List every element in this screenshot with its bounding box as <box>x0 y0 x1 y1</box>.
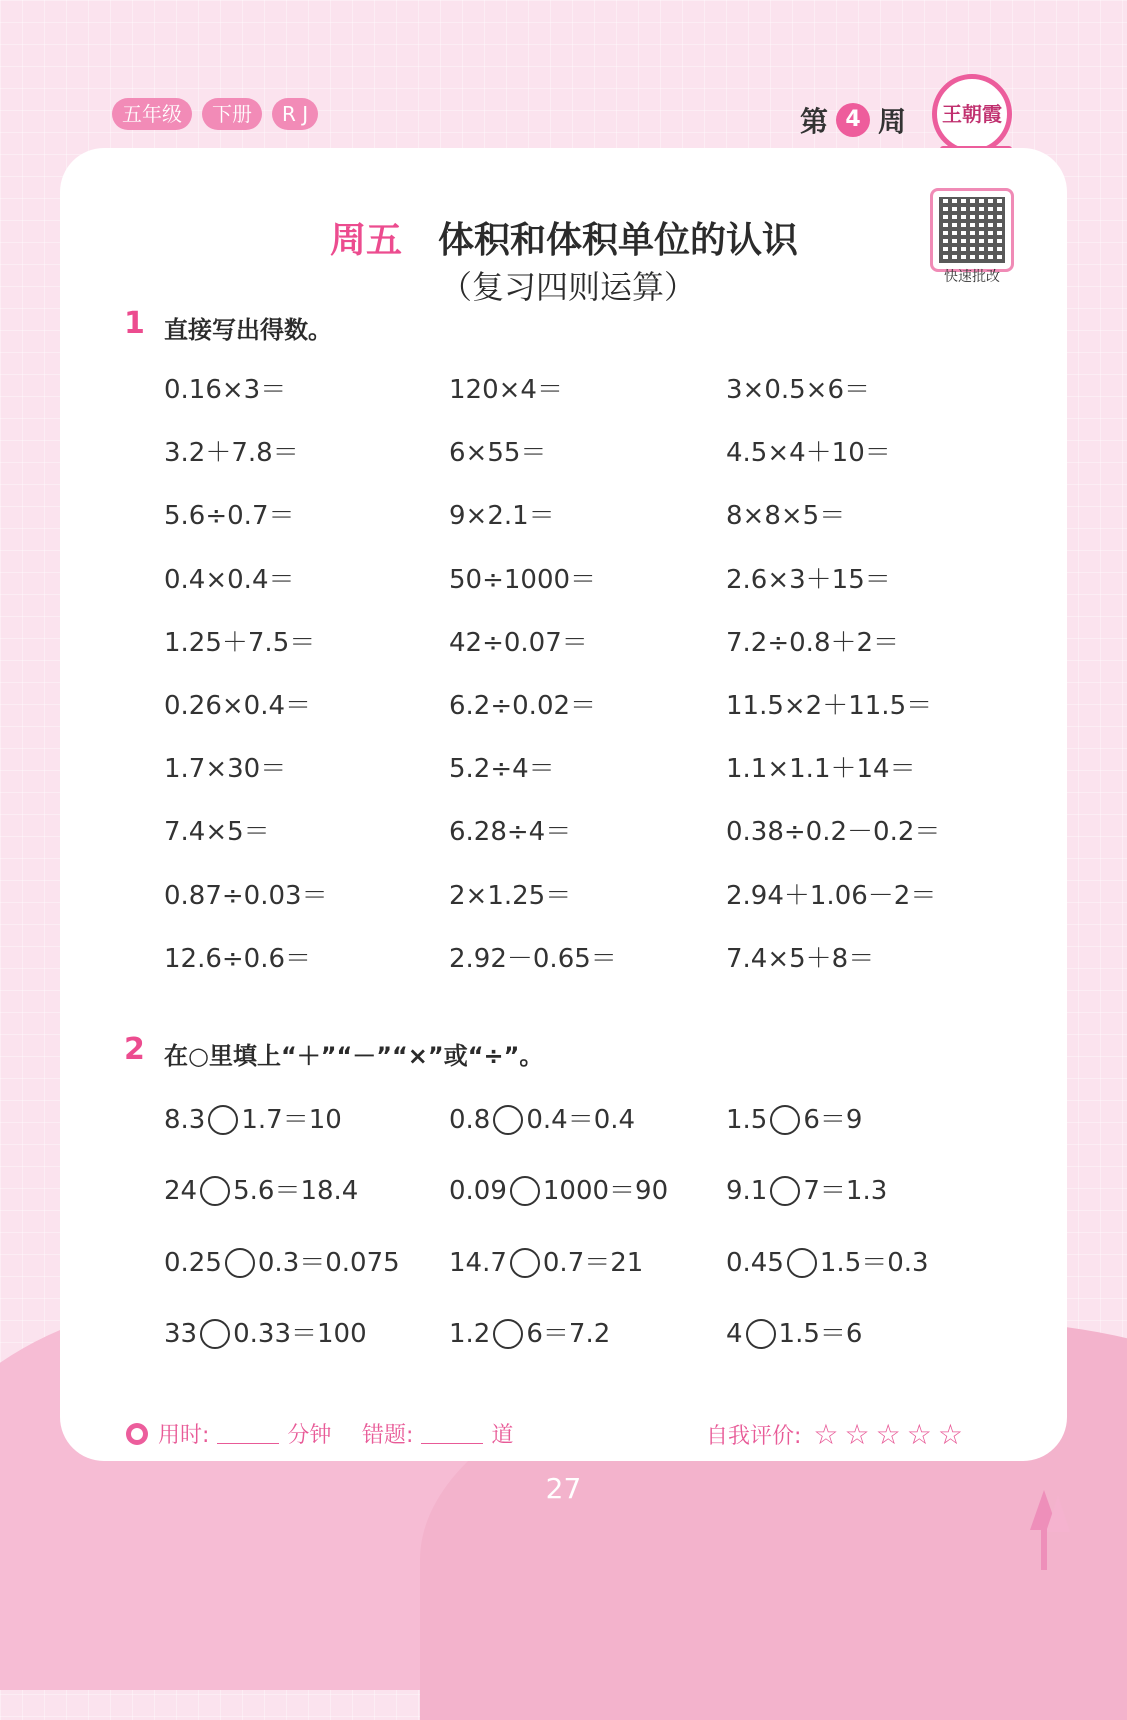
errors-unit: 道 <box>491 1423 514 1448</box>
calc-problem: 3×0.5×6＝ <box>726 375 871 405</box>
section-1-number: 1 <box>124 306 145 341</box>
section-2-instruction: 在○里填上“＋”“－”“×”或“÷”。 <box>164 1042 544 1070</box>
operator-blank-circle[interactable] <box>787 1248 817 1278</box>
brand-logo: 王朝霞 <box>932 74 1012 154</box>
calc-problem: 0.87÷0.03＝ <box>164 880 328 911</box>
calc-problem: 0.26×0.4＝ <box>164 691 312 721</box>
operator-blank-circle[interactable] <box>746 1319 776 1349</box>
right-expression: 6＝9 <box>803 1105 863 1135</box>
time-record <box>126 1418 331 1449</box>
operator-blank-circle[interactable] <box>200 1319 230 1349</box>
qr-pattern <box>939 197 1005 263</box>
left-operand: 0.8 <box>449 1105 491 1135</box>
page-subtitle: （复习四则运算） <box>440 268 697 306</box>
left-operand: 0.45 <box>726 1247 784 1278</box>
calc-problem: 4.5×4＋10＝ <box>726 438 891 469</box>
calc-problem: 2.6×3＋15＝ <box>726 564 891 595</box>
right-expression: 0.33＝100 <box>233 1318 367 1349</box>
operator-problem <box>164 1316 367 1352</box>
operator-problem <box>449 1316 610 1352</box>
operator-blank-circle[interactable] <box>493 1105 523 1135</box>
page-number: 27 <box>545 1472 582 1505</box>
calc-problem: 1.1×1.1＋14＝ <box>726 754 916 785</box>
time-label: 用时: <box>158 1423 210 1448</box>
operator-problem <box>726 1102 862 1138</box>
clock-icon <box>126 1423 148 1445</box>
calc-problem: 12.6÷0.6＝ <box>164 943 312 974</box>
operator-problem <box>449 1173 668 1209</box>
self-eval-label: 自我评价: <box>706 1424 802 1449</box>
right-expression: 1.5＝6 <box>778 1318 863 1349</box>
left-operand: 24 <box>164 1176 198 1207</box>
operator-blank-circle[interactable] <box>770 1105 800 1135</box>
calc-problem: 0.16×3＝ <box>164 375 287 405</box>
operator-problem <box>726 1173 887 1209</box>
right-expression: 6＝7.2 <box>526 1318 611 1349</box>
left-operand: 9.1 <box>726 1176 768 1207</box>
left-operand: 0.25 <box>164 1247 222 1278</box>
errors-blank[interactable] <box>421 1423 483 1444</box>
calc-problem: 7.2÷0.8＋2＝ <box>726 627 900 658</box>
operator-problem <box>164 1102 342 1138</box>
title-topic: 体积和体积单位的认识 <box>438 220 799 261</box>
calc-problem: 5.6÷0.7＝ <box>164 501 295 532</box>
page-title <box>330 212 798 263</box>
left-operand: 1.2 <box>449 1318 491 1349</box>
arrow-icon <box>1046 1496 1070 1532</box>
right-expression: 1.7＝10 <box>241 1105 342 1135</box>
week-prefix: 第 <box>800 105 829 138</box>
calc-problem: 0.38÷0.2－0.2＝ <box>726 817 941 848</box>
calc-problem: 2.92－0.65＝ <box>449 943 617 974</box>
right-expression: 1.5＝0.3 <box>819 1247 929 1278</box>
operator-blank-circle[interactable] <box>493 1319 523 1349</box>
rating-stars[interactable]: ☆☆☆☆☆ <box>813 1418 969 1451</box>
volume-badge: 下册 <box>202 98 262 130</box>
operator-blank-circle[interactable] <box>208 1105 238 1135</box>
operator-problem <box>726 1245 929 1281</box>
errors-label: 错题: <box>362 1423 414 1448</box>
time-unit: 分钟 <box>287 1423 332 1448</box>
calc-problem: 42÷0.07＝ <box>449 627 588 658</box>
week-number: 4 <box>836 103 870 137</box>
calc-problem: 6.28÷4＝ <box>449 817 572 848</box>
qr-label: 快速批改 <box>944 269 1000 285</box>
calc-problem: 2×1.25＝ <box>449 880 572 911</box>
operator-blank-circle[interactable] <box>770 1176 800 1206</box>
left-operand: 0.09 <box>449 1176 507 1207</box>
operator-problem <box>449 1245 643 1281</box>
right-expression: 0.7＝21 <box>542 1247 644 1278</box>
left-operand: 1.5 <box>726 1105 768 1135</box>
arrow-stem <box>1041 1528 1047 1570</box>
grade-badge: 五年级 <box>112 98 192 130</box>
right-expression: 5.6＝18.4 <box>233 1176 359 1207</box>
calc-problem: 2.94＋1.06－2＝ <box>726 880 937 911</box>
calc-problem: 11.5×2＋11.5＝ <box>726 691 933 721</box>
calc-problem: 6×55＝ <box>449 438 547 469</box>
calc-problem: 7.4×5＋8＝ <box>726 943 875 974</box>
right-expression: 0.4＝0.4 <box>526 1105 636 1135</box>
operator-blank-circle[interactable] <box>510 1176 540 1206</box>
right-expression: 1000＝90 <box>542 1176 669 1207</box>
left-operand: 33 <box>164 1318 198 1349</box>
calc-problem: 6.2÷0.02＝ <box>449 691 597 721</box>
operator-blank-circle[interactable] <box>225 1248 255 1278</box>
title-day: 周五 <box>330 220 403 261</box>
error-record <box>362 1418 513 1449</box>
grade-badges <box>112 98 318 130</box>
operator-blank-circle[interactable] <box>200 1176 230 1206</box>
calc-problem: 120×4＝ <box>449 375 563 405</box>
operator-problem <box>449 1102 635 1138</box>
right-expression: 7＝1.3 <box>803 1176 888 1207</box>
operator-problem <box>726 1316 862 1352</box>
operator-problem <box>164 1173 358 1209</box>
self-evaluation <box>706 1418 969 1451</box>
left-operand: 4 <box>726 1318 743 1349</box>
left-operand: 14.7 <box>449 1247 507 1278</box>
left-operand: 8.3 <box>164 1105 206 1135</box>
week-indicator <box>800 100 906 140</box>
calc-problem: 1.7×30＝ <box>164 754 287 785</box>
calc-problem: 1.25＋7.5＝ <box>164 627 316 658</box>
qr-code[interactable] <box>930 188 1014 272</box>
calc-problem: 9×2.1＝ <box>449 501 555 532</box>
calc-problem: 5.2÷4＝ <box>449 754 555 785</box>
operator-blank-circle[interactable] <box>510 1248 540 1278</box>
week-suffix: 周 <box>878 105 907 138</box>
right-expression: 0.3＝0.075 <box>257 1247 400 1278</box>
operator-problem <box>164 1245 400 1281</box>
time-blank[interactable] <box>217 1423 279 1444</box>
calc-problem: 0.4×0.4＝ <box>164 564 295 595</box>
calc-problem: 3.2＋7.8＝ <box>164 438 299 469</box>
calc-problem: 50÷1000＝ <box>449 564 597 595</box>
edition-badge: R J <box>272 98 318 130</box>
section-2-number: 2 <box>124 1032 145 1067</box>
calc-problem: 8×8×5＝ <box>726 501 846 532</box>
calc-problem: 7.4×5＝ <box>164 817 270 848</box>
section-1-instruction: 直接写出得数。 <box>164 316 332 344</box>
